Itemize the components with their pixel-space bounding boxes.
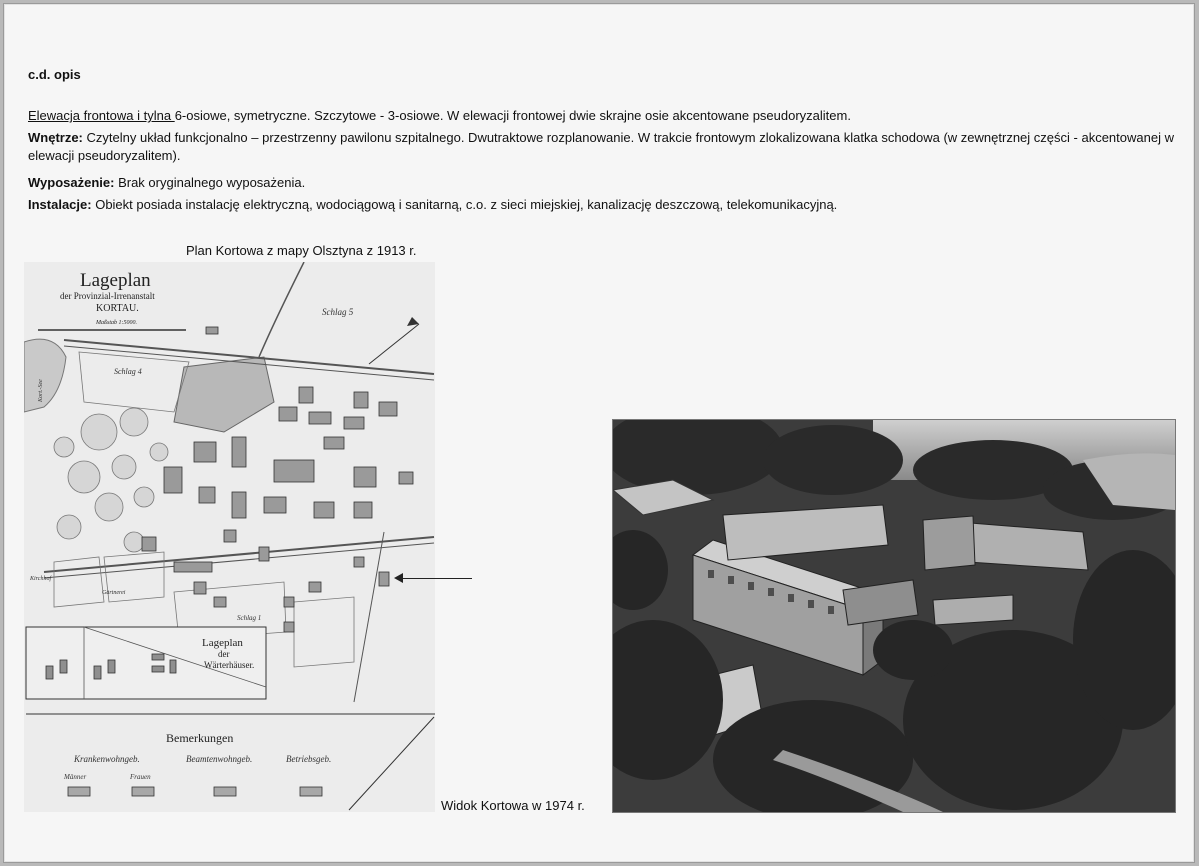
interior-label: Wnętrze: [28,130,83,145]
interior-text: Czytelny układ funkcjonalno – przestrzenny pawilonu szpitalnego. Dwutraktowe rozplanowanie. W trakcie frontowym zlokalizowana klatka schodowa (w zewnętrznej części - akcentowanej w elewacji pseudoryzalitem). [28,130,1174,163]
equipment-label: Wyposażenie: [28,175,115,190]
label-kirchhof: Kirchhof [30,576,52,582]
elevation-label: Elewacja frontowa i tylna [28,108,175,123]
legend-item-2: Beamtenwohngeb. [186,754,253,764]
inset-subtitle: Wärterhäuser. [204,660,255,670]
plan-caption: Plan Kortowa z mapy Olsztyna z 1913 r. [186,243,417,258]
pointer-arrow-line [400,578,472,579]
map-place: KORTAU. [96,303,139,314]
paragraph-installations [28,196,1178,214]
paragraph-equipment [28,174,1178,192]
legend-item-3: Betriebsgeb. [286,754,332,764]
elevation-text: 6-osiowe, symetryczne. Szczytowe - 3-osiowe. W elewacji frontowej dwie skrajne osie akcentowane pseudoryzalitem. [174,108,851,123]
map-subtitle: der Provinzial-Irrenanstalt [60,291,155,301]
paragraph-elevation [28,107,1178,125]
label-kort-see: Kort.-See [38,379,44,402]
label-schlag-1: Schlag 1 [237,614,262,622]
aerial-photo [612,419,1176,813]
installations-text: Obiekt posiada instalację elektryczną, wodociągową i sanitarną, c.o. z sieci miejskiej, kanalizację deszczową, telekomunikacyjną. [91,197,838,212]
map-title: Lageplan [80,270,151,291]
document-page [3,3,1195,863]
section-heading: c.d. opis [28,67,81,82]
installations-label: Instalacje: [28,197,92,212]
label-schlag-5: Schlag 5 [322,307,354,317]
map-scale: Maßstab 1:5000. [96,320,137,326]
inset-title: Lageplan [202,637,243,649]
site-plan-map [24,262,435,812]
legend-title: Bemerkungen [166,731,234,745]
pointer-arrow-icon [394,573,403,583]
inset-der: der [218,649,230,659]
equipment-text: Brak oryginalnego wyposażenia. [114,175,306,190]
label-gaertnerei: Gärtnerei [102,590,126,596]
legend-sub-men: Männer [64,773,87,781]
label-schlag-4: Schlag 4 [114,367,142,376]
legend-item-1: Krankenwohngeb. [74,754,140,764]
photo-caption: Widok Kortowa w 1974 r. [441,798,585,813]
paragraph-interior [28,129,1178,165]
legend-sub-women: Frauen [130,773,151,781]
